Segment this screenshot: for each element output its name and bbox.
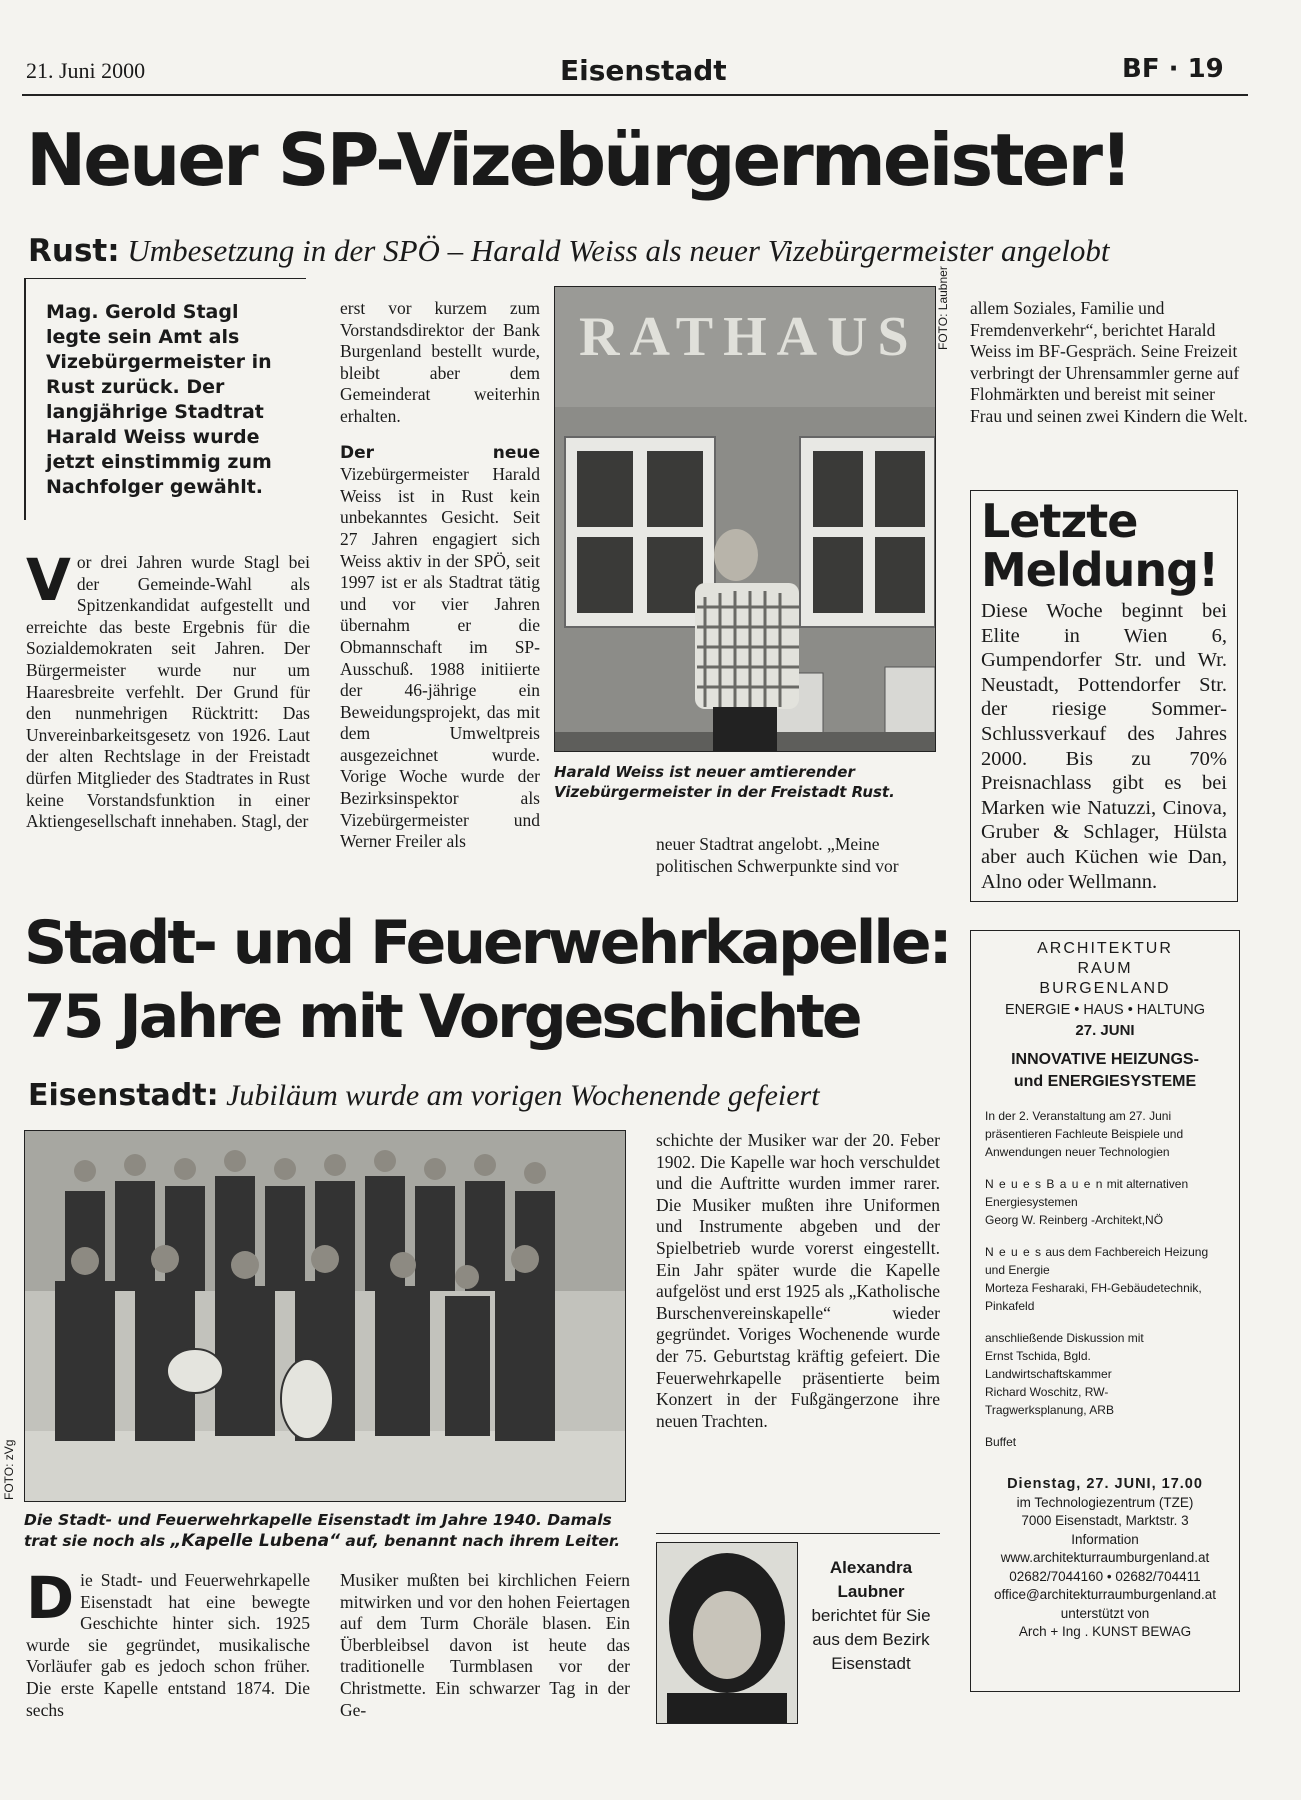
author-name-2: Laubner [837,1582,905,1601]
article2-col2: Musiker mußten bei kirchlichen Feiern mitwirken und vor den hohen Feiertagen auf dem Turm Choräle blasen. Ein Überbleibsel davon ist heute das traditionelle Turmblasen vor der Christmette. Ein schwarzer Tag in der Ge- [340,1570,630,1720]
latest-news-title-2: Meldung! [981,543,1219,597]
article1-col2b-lead: Der neue [340,442,540,463]
author-name-1: Alexandra [829,1558,913,1577]
teaser-top-rule [24,278,306,279]
article1-dropcap: V [26,546,71,614]
ad-buffet: Buffet [985,1435,1017,1449]
article1-col4: allem Soziales, Familie und Fremdenverkehr“, berichtet Harald Weiss im BF-Gespräch. Seine Freizeit verbringt der Uhrensammler gerne auf Flohmärkten und bereist mit seiner Frau und seinen zwei Kindern die Welt. [970,298,1248,426]
latest-news-body: Diese Woche beginnt bei Elite in Wien 6, Gumpendorfer Str. und Wr. Neustadt, Pottendorfer Str. der riesige Sommer-Schlussverkauf des Jahres 2000. Bis zu 70% Preisnachlass gibt es bei Marken wie Natuzzi, Cinova, Gruber & Schlager, Hülsta aber auch Küchen wie Dan, Alno oder Wellmann. [981,600,1227,893]
header-date: 21. Juni 2000 [26,58,146,83]
header-rule [22,94,1248,96]
ad-support-label: unterstützt von [1060,1605,1150,1621]
article1-col1 [26,546,310,833]
article1-photo-credit: FOTO: Laubner [936,266,950,350]
article2-headline-1: Stadt- und Feuerwehrkapelle: [24,908,950,978]
ad-tagline: ENERGIE • HAUS • HALTUNG [1004,1002,1206,1018]
ad-topic-1: INNOVATIVE HEIZUNGS- [1011,1051,1199,1068]
author-info [806,1556,936,1676]
band-photo-image [25,1131,625,1501]
article2-col1 [26,1564,310,1721]
article1-teaser: Mag. Gerold Stagl legte sein Amt als Vizebürgermeister in Rust zurück. Der langjährige Stadtrat Harald Weiss wurde jetzt einstimmig zum Nachfolger gewählt. [46,301,272,498]
article1-kicker [28,233,1110,269]
article2-photo-caption [24,1510,634,1552]
ad-address: 7000 Eisenstadt, Marktstr. 3 [1021,1513,1189,1528]
ad-line2: RAUM [1077,960,1133,977]
ad-website: www.architekturraumburgenland.at [1000,1550,1210,1565]
header-brand [1122,54,1224,84]
teaser-left-rule [24,278,26,520]
article2-col1-text: ie Stadt- und Feuerwehrkapelle Eisenstadt hat eine bewegte Geschichte hinter sich. 1925 wurde sie gegründet, musikalische Vorläufer gab es jedoch schon früher. Die erste Kapelle entstand 1874. Die sechs [26,1570,310,1720]
article2-caption-c: auf, benannt nach ihrem Leiter. [340,1532,621,1550]
article2-caption-a: Die Stadt- und Feuerwehrkapelle Eisenstadt im Jahre 1940. Damals trat sie noch als [24,1511,612,1550]
article1-col2b-text: Vizebürgermeister Harald Weiss ist in Rust kein unbekanntes Gesicht. Seit 27 Jahren engagiert sich Weiss aktiv in der SPÖ, seit 1997 ist er als Stadtrat tätig und vor vier Jahren übernahm er die Obmannschaft im SP-Ausschuß. 1988 initiierte der 46-jährige ein Beweidungsprojekt, das mit dem Umweltpreis ausgezeichnet wurde. Vorige Woche wurde der Bezirksinspektor als Vizebürgermeister und Werner Freiler als [340,464,540,852]
ad-talk1-speaker: Georg W. Reinberg -Architekt,NÖ [985,1213,1164,1227]
brand-logo: BF [1122,54,1160,84]
article2-col3: schichte der Musiker war der 20. Feber 1902. Die Kapelle war hoch verschuldet und die Auftritte wurden immer rarer. Die Musiker mußten ihre Uniformen und Instrumente abgeben und der Spielbetrieb wurde vorerst eingestellt. Ein Jahr später wurde die Kapelle aufgelöst und erst 1925 als „Katholische Burschenvereinskapelle“ wieder gegründet. Voriges Wochenende wurde der 75. Geburtstag kräftig gefeiert. Die Feuerwehrkapelle präsentierte beim Konzert in der Fußgängerzone ihre neuen Trachten. [656,1130,940,1431]
article1-col2a-text: erst vor kurzem zum Vorstandsdirektor der Bank Burgenland bestellt wurde, bleibt aber dem Gemeinderat weiterhin erhalten. [340,298,540,426]
article1-col3: neuer Stadtrat angelobt. „Meine politischen Schwerpunkte sind vor [656,834,899,876]
ad-talk1-rest: mit alternativen Energiesystemen [985,1177,1189,1209]
article2-headline-2: 75 Jahre mit Vorgeschichte [24,982,860,1052]
ad-line3: BURGENLAND [1039,980,1171,997]
article1-col2 [340,298,540,853]
article2-caption-b: „Kapelle Lubena“ [170,1531,341,1551]
event-ad [970,930,1240,1692]
ad-talk2-speaker: Morteza Fesharaki, FH-Gebäudetechnik, Pinkafeld [985,1281,1202,1313]
article1-headline: Neuer SP-Vizebürgermeister! [26,118,1130,202]
article1-photo-caption: Harald Weiss ist neuer amtierender Vizebürgermeister in der Freistadt Rust. [554,763,895,801]
page-number: 19 [1187,54,1224,84]
author-photo [656,1542,798,1724]
article1-kicker-text: Umbesetzung in der SPÖ – Harald Weiss als neuer Vizebürgermeister angelobt [127,233,1110,268]
ad-discussion: anschließende Diskussion mit Ernst Tschida, Bgld. Landwirtschaftskammer Richard Woschitz, RW-Tragwerksplanung, ARB [985,1331,1144,1417]
ad-topic-2: und ENERGIESYSTEME [1013,1073,1197,1090]
article2-kicker-text: Jubiläum wurde am vorigen Wochenende gefeiert [226,1079,820,1112]
latest-news-box [970,490,1238,902]
ad-talk2-rest: aus dem Fachbereich Heizung und Energie [985,1245,1209,1277]
ad-when: Dienstag, 27. JUNI, 17.00 [1007,1476,1203,1492]
article1-photo [554,286,936,752]
article1-col1-text: or drei Jahren wurde Stagl bei der Gemeinde-Wahl als Spitzenkandidat aufgestellt und erreichte das beste Ergebnis für die Sozialdemokraten seit Jahren. Der Bürgermeister wurde nur um Haaresbreite verfehlt. Der Grund für den nunmehrigen Rücktritt: Das Unvereinbarkeitsgesetz von 1926. Laut der alten Rechtslage in der Freistadt dürfen Mitglieder des Stadtrates in Rust keine Vorstandsfunktion in einer Aktiengesellschaft innehaben. Stagl, der [26,552,310,832]
article2-dropcap: D [26,1564,75,1632]
author-top-rule [656,1533,940,1534]
article2-kicker-place: Eisenstadt: [28,1078,219,1113]
author-portrait-image [657,1543,797,1723]
rathaus-sign: RATHAUS [579,306,919,368]
article2-photo [24,1130,626,1502]
ad-talk1-lead: N e u e s B a u e n [985,1177,1104,1191]
ad-venue: im Technologiezentrum (TZE) [1016,1494,1194,1510]
ad-support: Arch + Ing . KUNST BEWAG [1018,1624,1192,1639]
header-section: Eisenstadt [560,54,727,87]
ad-line1: ARCHITEKTUR [1037,940,1173,957]
ad-date: 27. JUNI [1075,1022,1135,1039]
ad-email: office@architekturraumburgenland.at [993,1587,1217,1602]
latest-news-title-1: Letzte [981,494,1138,548]
article1-kicker-place: Rust: [28,233,120,269]
article2-photo-credit: FOTO: zVg [2,1439,16,1500]
brand-separator: · [1168,54,1188,84]
article2-kicker [28,1078,820,1113]
ad-phone: 02682/7044160 • 02682/704411 [1009,1568,1201,1584]
ad-intro: In der 2. Veranstaltung am 27. Juni präsentieren Fachleute Beispiele und Anwendungen neuer Technologien [985,1109,1184,1159]
ad-talk2-lead: N e u e s [985,1245,1043,1259]
ad-info: Information [1071,1531,1139,1547]
author-text: berichtet für Sie aus dem Bezirk Eisenstadt [811,1606,931,1673]
